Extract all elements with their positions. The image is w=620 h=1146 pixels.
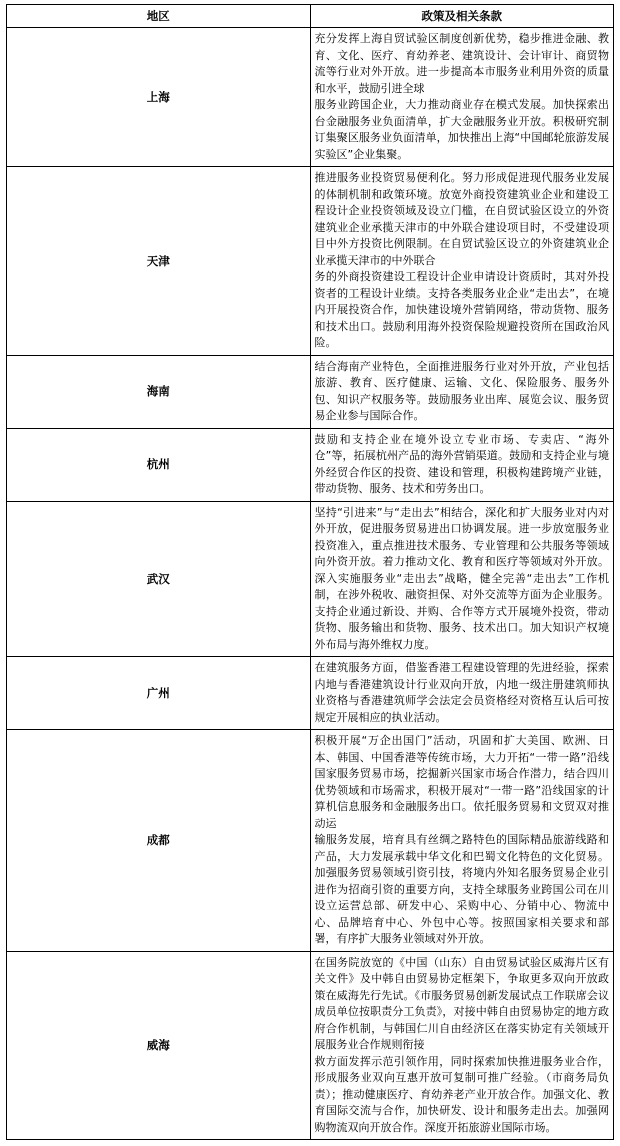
table-body xyxy=(7,28,614,1140)
region-cell: 武汉 xyxy=(7,501,311,657)
policy-paragraph: 服务业跨国企业，大力推动商业存在模式发展。加快探索出台金融服务业负面清单，扩大金融服务业开放。积极研究制订集聚区服务业负面清单，加快推出上海“中国邮轮旅游发展实验区”企业集聚。 xyxy=(314,98,609,161)
table-row xyxy=(7,355,614,428)
table-row xyxy=(7,501,614,657)
policy-paragraph: 在国务院放宽的《中国（山东）自由贸易试验区威海片区有关文件》及中韩自由贸易协定框架下，争取更多双向开放政策在威海先行先试。《市服务贸易创新发展试点工作联席会议成员单位按职责分工负责》，对接中韩自由贸易协定的地方政府合作机制，与韩国仁川自由经济区在落实协定有关领域开展服务业合作规则衔接 xyxy=(314,955,609,1051)
region-cell: 天津 xyxy=(7,167,311,356)
table-row xyxy=(7,428,614,501)
region-cell: 广州 xyxy=(7,657,311,730)
table-row xyxy=(7,167,614,356)
region-cell: 威海 xyxy=(7,951,311,1140)
policy-paragraph: 坚持“引进来”与“走出去”相结合，深化和扩大服务业对内对外开放，促进服务贸易进出口协调发展。进一步放宽服务业投资准入，重点推进技术服务、专业管理和公共服务等领域向外资开放。着力推动文化、教育和医疗等领域对外开放。深入实施服务业“走出去”战略，健全完善“走出去”工作机制，在涉外税收、融资担保、对外交流等方面为企业服务。支持企业通过新设、并购、合作等方式开展境外投资，带动货物、服务输出和货物、服务、技术出口。加大知识产权境外布局与海外维权力度。 xyxy=(314,505,609,651)
table-row xyxy=(7,951,614,1140)
policy-paragraph: 输服务发展，培育具有丝绸之路特色的国际精品旅游线路和产品，大力发展承载中华文化和巴蜀文化特色的文化贸易。加强服务贸易领域引资引技，将境内外知名服务贸易企业引进作为招商引资的重要方向，支持全球服务业跨国公司在川设立运营总部、研发中心、采购中心、分销中心、物流中心、品牌培育中心、外包中心等。按照国家相关要求和部署，有序扩大服务业领域对外开放。 xyxy=(314,833,609,945)
table-header xyxy=(7,5,614,28)
policy-cell xyxy=(310,428,614,501)
table-row xyxy=(7,730,614,952)
policy-cell xyxy=(310,951,614,1140)
policy-paragraph: 救方面发挥示范引领作用，同时探索加快推进服务业合作，形成服务业双向互惠开放可复制可推广经验。（市商务局负责）；推动健康医疗、育幼养老产业开放合作。加强文化、教育国际交流与合作，加快研发、设计和服务走出去。加强网购物流双向开放合作。深度开拓旅游业国际市场。 xyxy=(314,1054,609,1134)
policy-cell xyxy=(310,355,614,428)
region-cell: 海南 xyxy=(7,355,311,428)
policy-paragraph: 鼓励和支持企业在境外设立专业市场、专卖店、“海外仓”等，拓展杭州产品的海外营销渠道。鼓励和支持企业与境外经贸合作区的投资、建设和管理，积极构建跨境产业链，带动货物、服务、技术和劳务出口。 xyxy=(314,432,609,495)
policy-paragraph: 积极开展“万企出国门”活动，巩固和扩大美国、欧洲、日本、韩国、中国香港等传统市场，大力开拓“一带一路”沿线国家服务贸易市场，挖掘新兴国家市场合作潜力，结合四川优势领域和市场需求，积极开展对“一带一路”沿线国家的计算机信息服务和金融服务出口。依托服务贸易和文贸双对推动运 xyxy=(314,734,609,830)
table-row xyxy=(7,657,614,730)
policy-paragraph: 在建筑服务方面，借鉴香港工程建设管理的先进经验，探索内地与香港建筑设计行业双向开放，内地一级注册建筑师执业资格与香港建筑师学会法定会员资格经对资格互认后可按规定开展相应的执业活动。 xyxy=(314,661,609,724)
policy-cell xyxy=(310,501,614,657)
region-cell: 上海 xyxy=(7,28,311,167)
policy-paragraph: 推进服务业投资贸易便利化。努力形成促进现代服务业发展的体制机制和政策环境。放宽外商投资建筑业企业和建设工程设计企业投资领域及设立门槛，在自贸试验区设立的外资建筑业企业承揽天津市的中外联合建设项目时，不受建设项目中外方投资比例限制。在自贸试验区设立的外资建筑业企业承揽天津市的中外联合 xyxy=(314,171,609,267)
column-header-policy: 政策及相关条款 xyxy=(310,5,614,28)
table-row xyxy=(7,28,614,167)
policy-table xyxy=(6,4,614,1140)
policy-paragraph: 务的外商投资建设工程设计企业申请设计资质时，其对外投资者的工程设计业绩。支持各类服务业企业“走出去”，在境内开展投资合作，加快建设境外营销网络，带动货物、服务和技术出口。鼓励利用海外投资保险规避投资所在国政治风险。 xyxy=(314,270,609,349)
policy-paragraph: 充分发挥上海自贸试验区制度创新优势，稳步推进金融、教育、文化、医疗、育幼养老、建筑设计、会计审计、商贸物流等行业对外开放。进一步提高本市服务业利用外资的质量和水平，鼓励引进全球 xyxy=(314,32,609,95)
policy-cell xyxy=(310,730,614,952)
policy-paragraph: 结合海南产业特色，全面推进服务行业对外开放，产业包括旅游、教育、医疗健康、运输、文化、保险服务、服务外包、知识产权服务等。鼓励服务业出库、展览会议、服务贸易企业参与国际合作。 xyxy=(314,359,609,422)
policy-cell xyxy=(310,167,614,356)
region-cell: 成都 xyxy=(7,730,311,952)
region-cell: 杭州 xyxy=(7,428,311,501)
column-header-region: 地区 xyxy=(7,5,311,28)
policy-cell xyxy=(310,28,614,167)
table-header-row xyxy=(7,5,614,28)
policy-cell xyxy=(310,657,614,730)
